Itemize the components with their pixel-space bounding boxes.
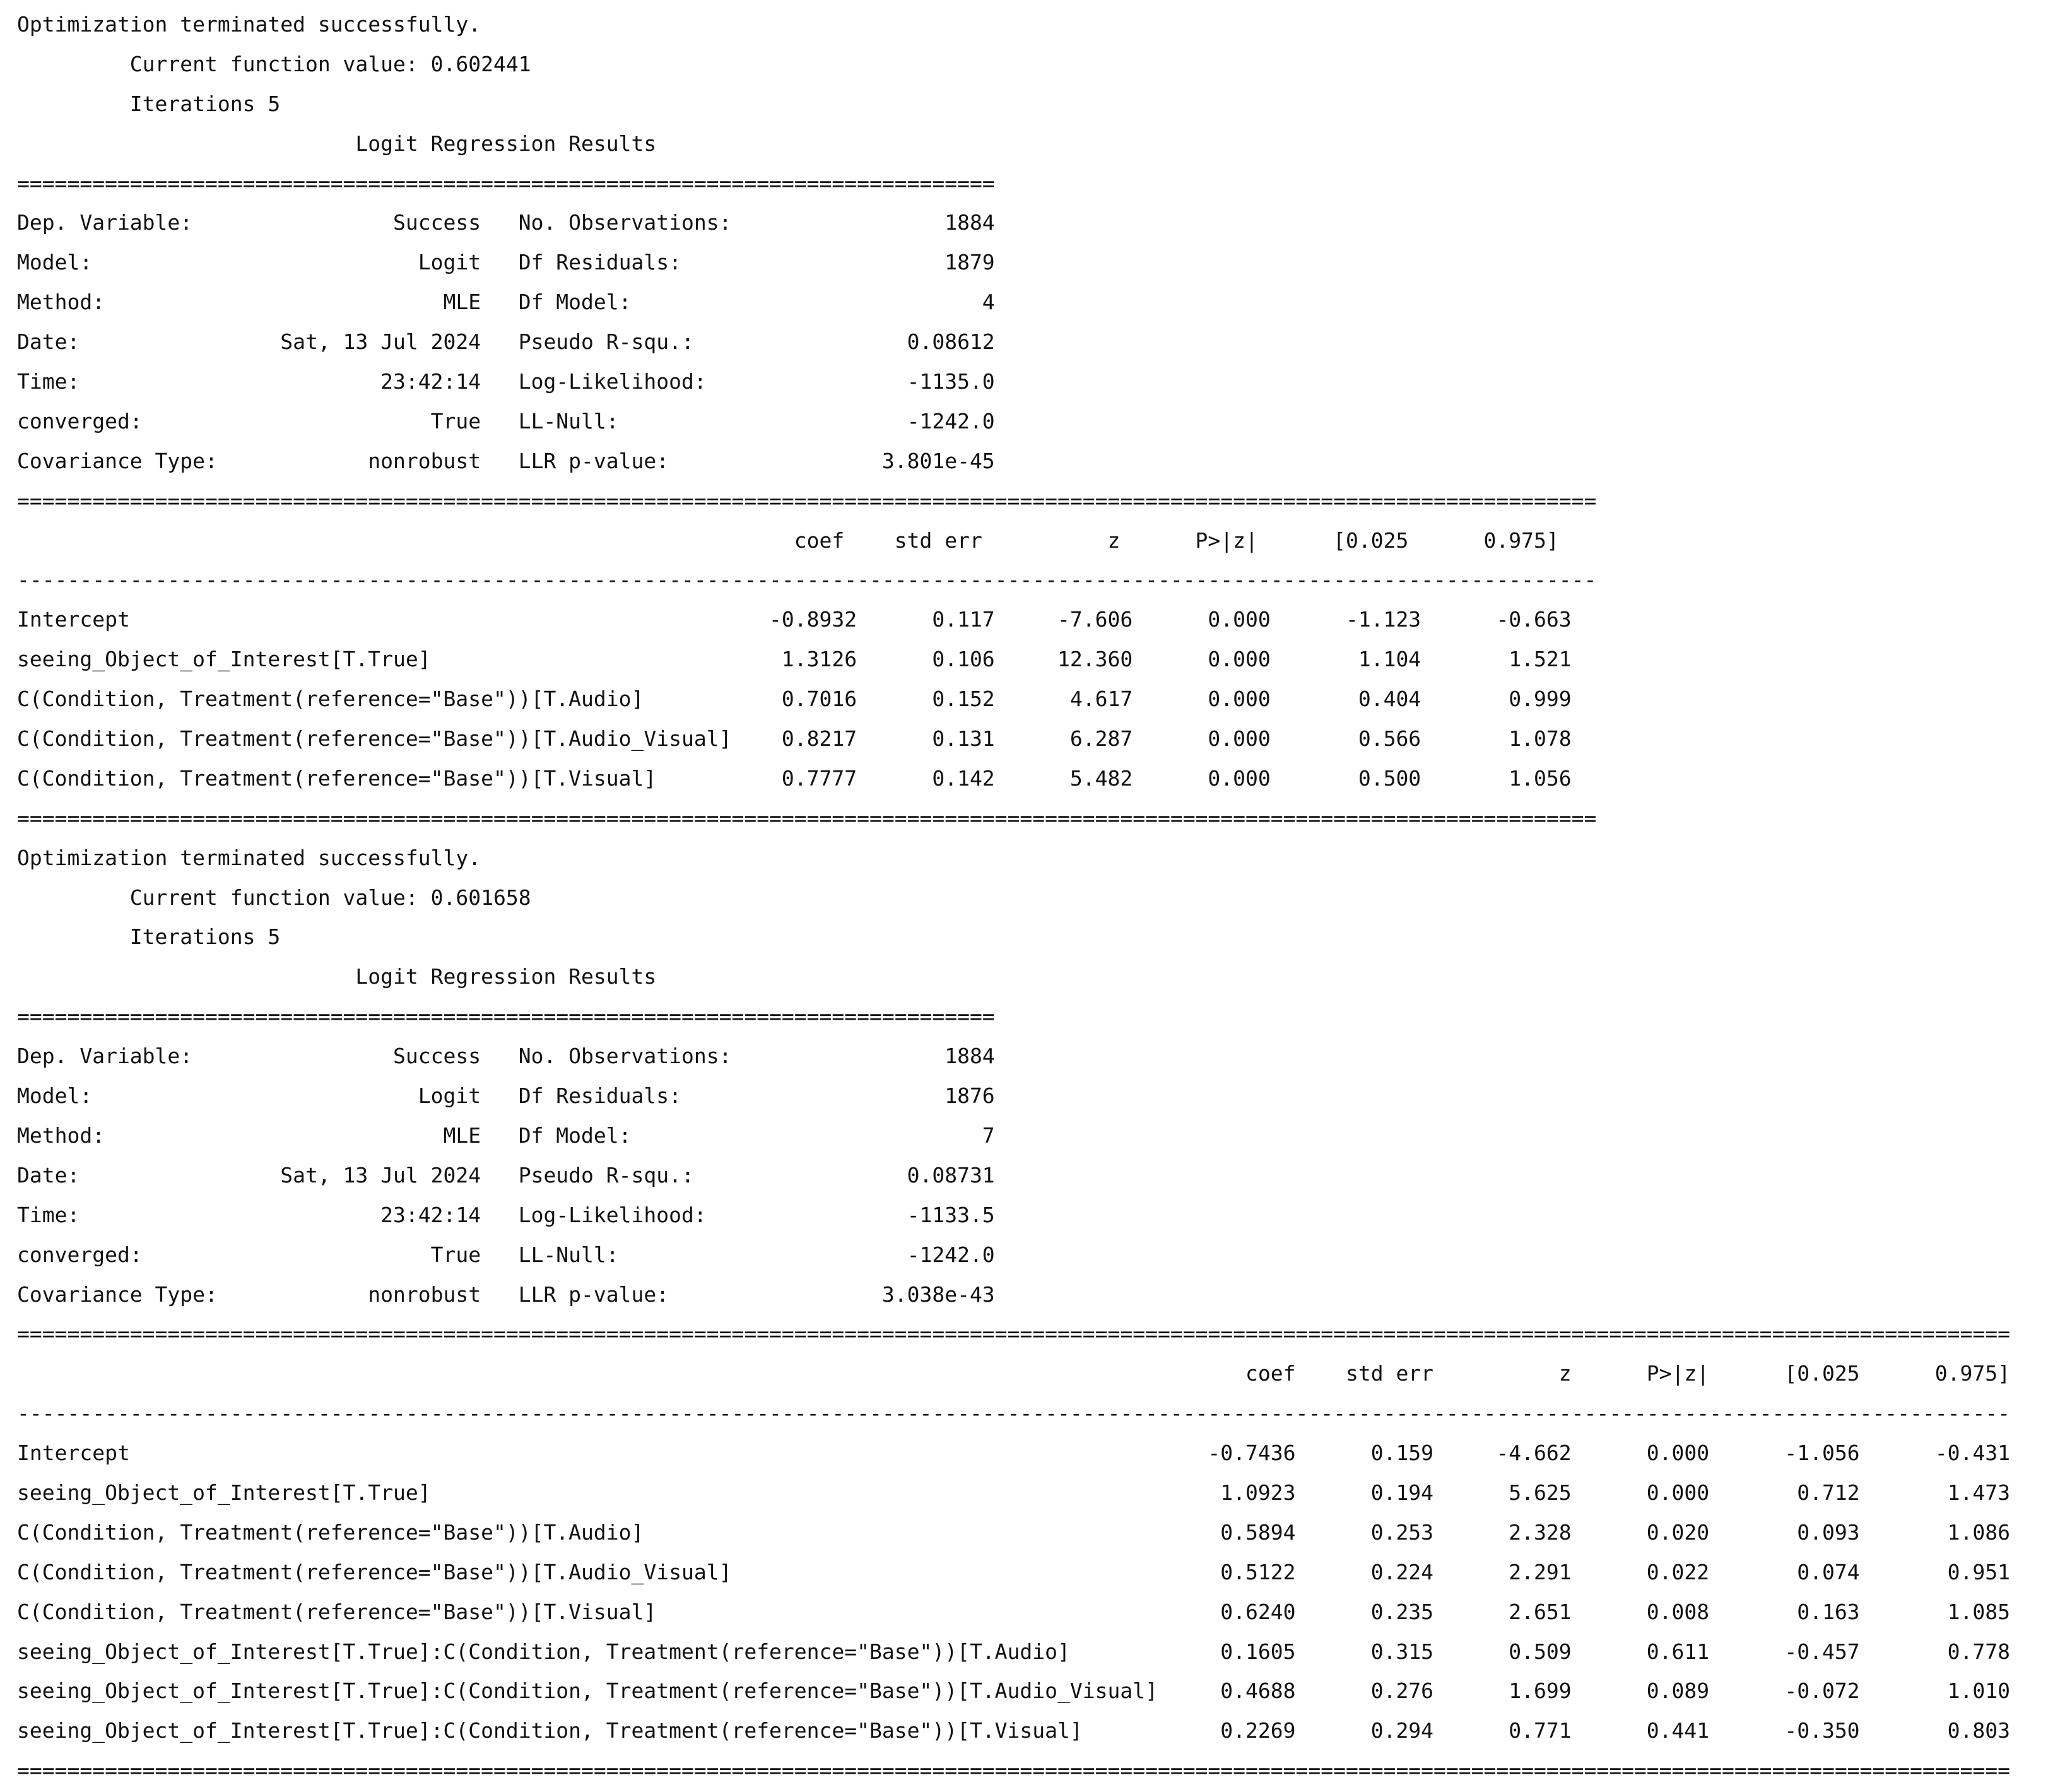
console-line: Optimization terminated successfully. [17,845,481,870]
console-line: ============================================================================================================================== [17,805,1597,830]
console-line: Dep. Variable: Success No. Observations: 1884 [17,210,995,235]
console-line: ------------------------------------------------------------------------------------------------------------------------------ [17,567,1597,592]
console-line: Model: Logit Df Residuals: 1876 [17,1083,995,1109]
console-line: Current function value: 0.602441 [17,51,531,76]
console-line: converged: True LL-Null: -1242.0 [17,1242,995,1267]
console-line: Time: 23:42:14 Log-Likelihood: -1135.0 [17,369,995,394]
console-line: Model: Logit Df Residuals: 1879 [17,250,995,275]
console-line: Time: 23:42:14 Log-Likelihood: -1133.5 [17,1202,995,1227]
console-line: C(Condition, Treatment(reference="Base"))[T.Audio_Visual] 0.5122 0.224 2.291 0.022 0.074 0.951 [17,1559,2010,1584]
console-line: C(Condition, Treatment(reference="Base"))[T.Audio] 0.7016 0.152 4.617 0.000 0.404 0.999 [17,687,1572,712]
console-line: ============================================================================================================================== [17,488,1597,513]
console-line: Covariance Type: nonrobust LLR p-value: 3.038e-43 [17,1282,995,1307]
console-line: Covariance Type: nonrobust LLR p-value: 3.801e-45 [17,448,995,473]
console-line: ============================================================================== [17,170,995,196]
console-line: converged: True LL-Null: -1242.0 [17,408,995,433]
console-line: Logit Regression Results [17,131,995,156]
console-line: =============================================================================================================================================================== [17,1758,2010,1783]
console-line: Intercept -0.7436 0.159 -4.662 0.000 -1.056 -0.431 [17,1441,2010,1466]
console-line: Dep. Variable: Success No. Observations: 1884 [17,1044,995,1069]
console-line: --------------------------------------------------------------------------------------------------------------------------------------------------------------- [17,1401,2010,1426]
console-line: coef std err z P>|z| [0.025 0.975] [17,528,1559,553]
console-line: seeing_Object_of_Interest[T.True] 1.0923 0.194 5.625 0.000 0.712 1.473 [17,1480,2010,1505]
console-line: Logit Regression Results [17,964,995,989]
console-line: seeing_Object_of_Interest[T.True] 1.3126 0.106 12.360 0.000 1.104 1.521 [17,647,1572,672]
console-line: C(Condition, Treatment(reference="Base"))[T.Audio] 0.5894 0.253 2.328 0.020 0.093 1.086 [17,1519,2010,1545]
console-line: ============================================================================== [17,1004,995,1029]
console-line: Date: Sat, 13 Jul 2024 Pseudo R-squ.: 0.08612 [17,329,995,355]
console-line: Current function value: 0.601658 [17,885,531,910]
console-line: seeing_Object_of_Interest[T.True]:C(Condition, Treatment(reference="Base"))[T.Audio_Visual] 0.4688 0.276 1.699 0.089 -0.072 1.010 [17,1678,2010,1704]
console-line: Optimization terminated successfully. [17,12,481,37]
console-line: =============================================================================================================================================================== [17,1321,2010,1347]
console-line: C(Condition, Treatment(reference="Base"))[T.Audio_Visual] 0.8217 0.131 6.287 0.000 0.566 1.078 [17,726,1572,752]
console-line: Method: MLE Df Model: 4 [17,290,995,315]
console-output [17,5,2010,1791]
console-line: coef std err z P>|z| [0.025 0.975] [17,1361,2010,1386]
console-line: seeing_Object_of_Interest[T.True]:C(Condition, Treatment(reference="Base"))[T.Audio] 0.1605 0.315 0.509 0.611 -0.457 0.778 [17,1639,2010,1664]
console-line: Date: Sat, 13 Jul 2024 Pseudo R-squ.: 0.08731 [17,1162,995,1188]
console-line: C(Condition, Treatment(reference="Base"))[T.Visual] 0.6240 0.235 2.651 0.008 0.163 1.085 [17,1599,2010,1624]
console-line: C(Condition, Treatment(reference="Base"))[T.Visual] 0.7777 0.142 5.482 0.000 0.500 1.056 [17,765,1572,791]
console-line: Intercept -0.8932 0.117 -7.606 0.000 -1.123 -0.663 [17,607,1572,632]
console-line: Iterations 5 [17,91,281,116]
console-line: Iterations 5 [17,924,281,950]
console-line: Method: MLE Df Model: 7 [17,1123,995,1148]
console-line: seeing_Object_of_Interest[T.True]:C(Condition, Treatment(reference="Base"))[T.Visual] 0.2269 0.294 0.771 0.441 -0.350 0.803 [17,1718,2010,1743]
